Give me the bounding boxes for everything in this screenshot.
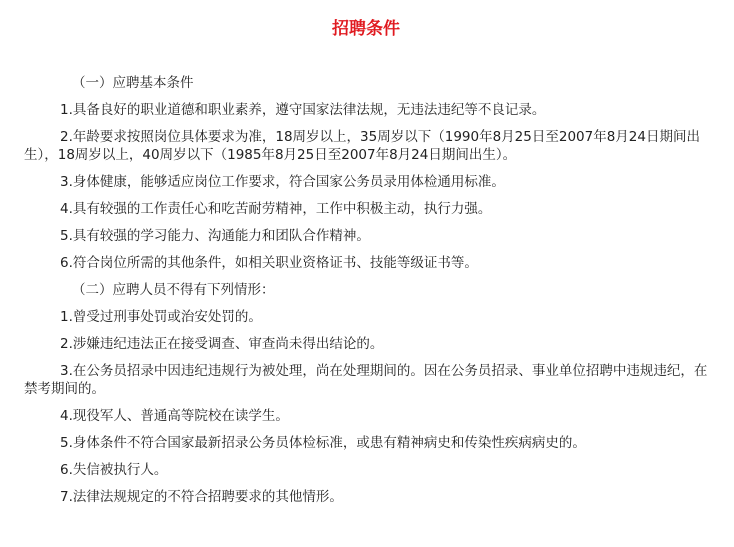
- basic-item-3: 3.身体健康，能够适应岗位工作要求，符合国家公务员录用体检通用标准。: [60, 174, 505, 190]
- section-heading-basic: （一）应聘基本条件: [72, 75, 194, 91]
- page-title: 招聘条件: [332, 19, 400, 39]
- excluded-item-6: 6.失信被执行人。: [60, 462, 168, 478]
- excluded-item-7: 7.法律法规规定的不符合招聘要求的其他情形。: [60, 489, 343, 505]
- excluded-item-2: 2.涉嫌违纪违法正在接受调查、审查尚未得出结论的。: [60, 336, 384, 352]
- basic-item-4: 4.具有较强的工作责任心和吃苦耐劳精神，工作中积极主动，执行力强。: [60, 201, 492, 217]
- basic-item-2: 2.年龄要求按照岗位具体要求为准，18周岁以上，35周岁以下（1990年8月25日至2007年8月24日期间出生），18周岁以上，40周岁以下（1985年8月25日至2007年8月24日期间出生）。: [24, 129, 700, 163]
- excluded-item-1: 1.曾受过刑事处罚或治安处罚的。: [60, 309, 262, 325]
- excluded-item-5: 5.身体条件不符合国家最新招录公务员体检标准，或患有精神病史和传染性疾病病史的。: [60, 435, 586, 451]
- section-heading-excluded: （二）应聘人员不得有下列情形：: [72, 282, 275, 298]
- excluded-item-4: 4.现役军人、普通高等院校在读学生。: [60, 408, 289, 424]
- basic-item-6: 6.符合岗位所需的其他条件，如相关职业资格证书、技能等级证书等。: [60, 255, 478, 271]
- excluded-item-3: 3.在公务员招录中因违纪违规行为被处理，尚在处理期间的。因在公务员招录、事业单位招聘中违规违纪，在禁考期间的。: [24, 363, 708, 397]
- basic-item-1: 1.具备良好的职业道德和职业素养，遵守国家法律法规，无违法违纪等不良记录。: [60, 102, 546, 118]
- basic-item-5: 5.具有较强的学习能力、沟通能力和团队合作精神。: [60, 228, 370, 244]
